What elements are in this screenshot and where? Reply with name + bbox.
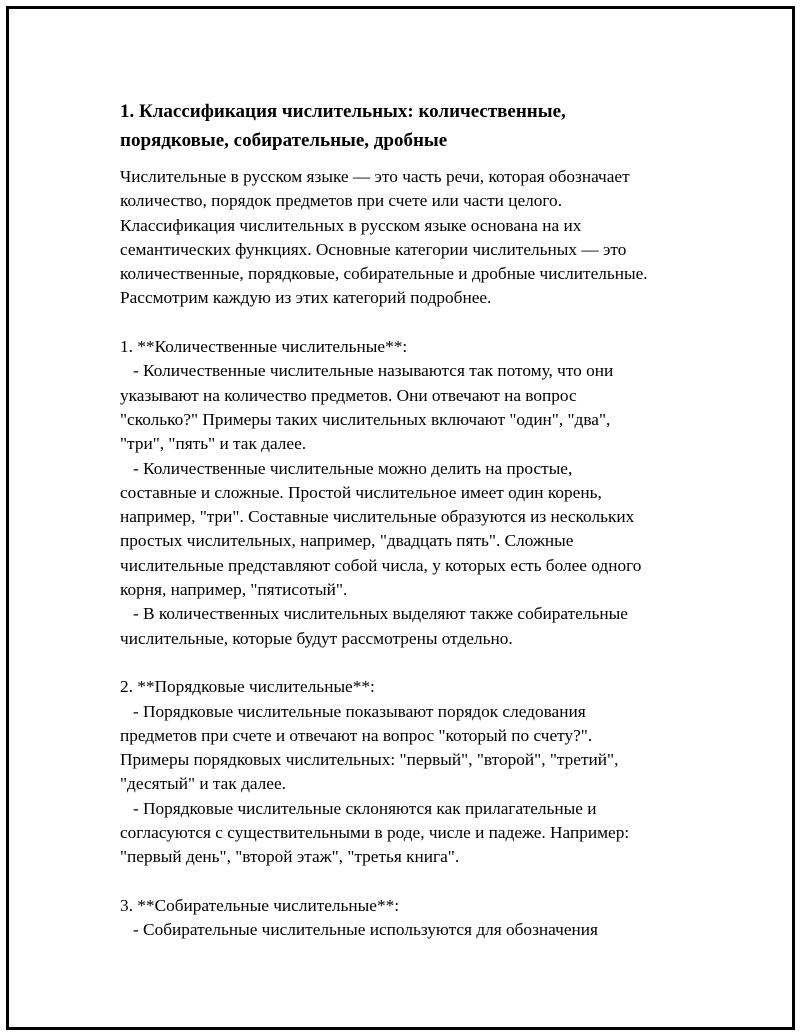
page-frame: [6, 6, 795, 1030]
body-text: Числительные в русском языке — это часть речи, которая обозначает количество, порядок предметов при счете или части целого. Классификация числительных в русском языке основана на их семантических функциях. Основные категории числительных — это количественные, порядковые, собирательные и дробные числительные. Рассмотрим каждую из этих категорий подробнее. 1. **Количественные числительные**: - Количественные числительные называются так потому, что они указывают на количество предметов. Они отвечают на вопрос "сколько?" Примеры таких числительных включают "один", "два", "три", "пять" и так далее. - Количественные числительные можно делить на простые, составные и сложные. Простой числительное имеет один корень, например, "три". Составные числительные образуются из нескольких простых числительных, например, "двадцать пять". Сложные числительные представляют собой числа, у которых есть более одного корня, например, "пятисотый". - В количественных числительных выделяют также собирательные числительные, которые будут рассмотрены отдельно. 2. **Порядковые числительные**: - Порядковые числительные показывают порядок следования предметов при счете и отвечают на вопрос "который по счету?". Примеры порядковых числительных: "первый", "второй", "третий", "десятый" и так далее. - Порядковые числительные склоняются как прилагательные и согласуются с существительными в роде, числе и падеже. Например: "первый день", "второй этаж", "третья книга". 3. **Собирательные числительные**: - Собирательные числительные используются для обозначения: [120, 167, 648, 940]
section-heading: 1. Классификация числительных: количественные, порядковые, собирательные, дробные: [120, 101, 566, 151]
document-content: [120, 97, 700, 943]
